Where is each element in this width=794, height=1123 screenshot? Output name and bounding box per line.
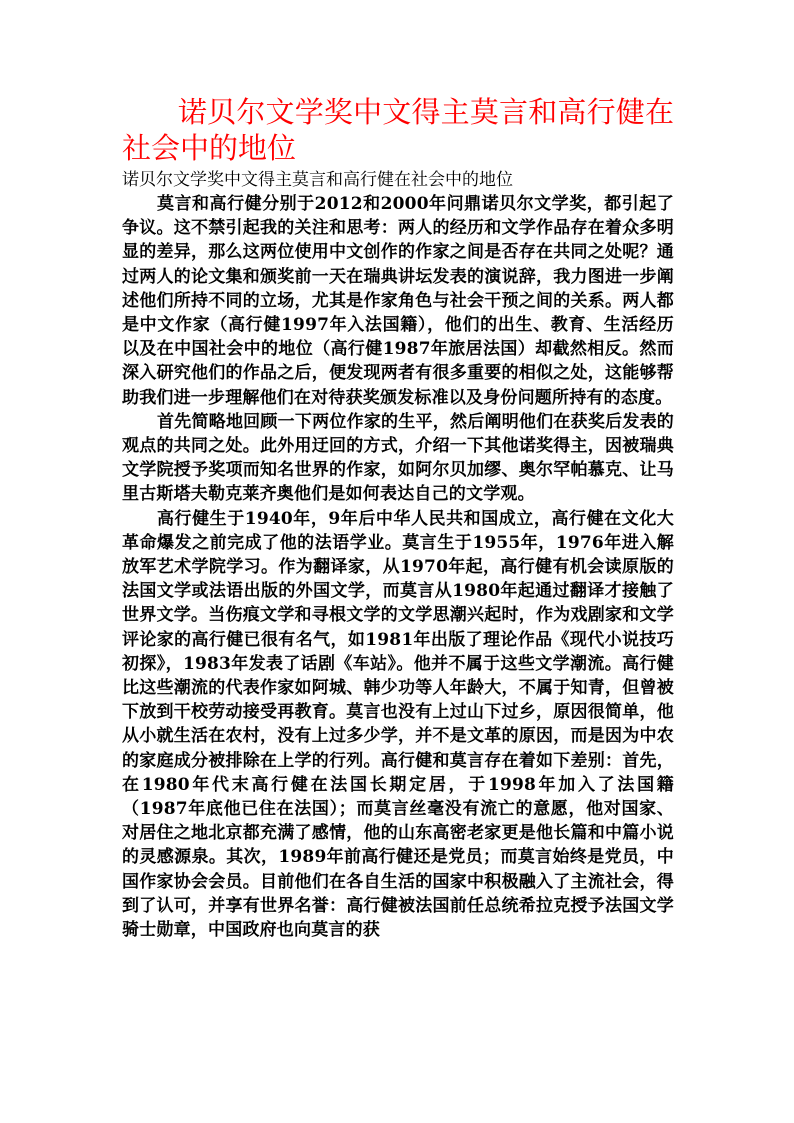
document-title: 诺贝尔文学奖中文得主莫言和高行健在社会中的地位: [122, 95, 674, 165]
paragraph-1: 莫言和高行健分别于2012和2000年问鼎诺贝尔文学奖，都引起了争议。这不禁引起我的关注和思考：两人的经历和文学作品存在着众多明显的差异，那么这两位使用中文创作的作家之间是否存在共同之处呢？通过两人的论文集和颁奖前一天在瑞典讲坛发表的演说辞，我力图进一步阐述他们所持不同的立场，尤其是作家角色与社会干预之间的关系。两人都是中文作家（高行健1997年入法国籍），他们的出生、教育、生活经历以及在中国社会中的地位（高行健1987年旅居法国）却截然相反。然而深入研究他们的作品之后，便发现两者有很多重要的相似之处，这能够帮助我们进一步理解他们在对待获奖颁发标准以及身份问题所持有的态度。: [122, 194, 674, 408]
paragraph-2: 首先简略地回顾一下两位作家的生平，然后阐明他们在获奖后发表的观点的共同之处。此外用迂回的方式，介绍一下其他诺奖得主，因被瑞典文学院授予奖项而知名世界的作家，如阿尔贝加缪、奥尔罕帕慕克、让马里古斯塔夫勒克莱齐奥他们是如何表达自己的文学观。: [122, 411, 674, 505]
document-subtitle: 诺贝尔文学奖中文得主莫言和高行健在社会中的地位: [122, 170, 513, 190]
paragraph-3: 高行健生于1940年，9年后中华人民共和国成立，高行健在文化大革命爆发之前完成了他的法语学业。莫言生于1955年，1976年进入解放军艺术学院学习。作为翻译家，从1970年起，高行健有机会读原版的法国文学或法语出版的外国文学，而莫言从1980年起通过翻译才接触了世界文学。当伤痕文学和寻根文学的文学思潮兴起时，作为戏剧家和文学评论家的高行健已很有名气，如1981年出版了理论作品《现代小说技巧初探》，1983年发表了话剧《车站》。他并不属于这些文学潮流。高行健比这些潮流的代表作家如阿城、韩少功等人年龄大，不属于知青，但曾被下放到干校劳动接受再教育。莫言也没有上过山下过乡，原因很简单，他从小就生活在农村，没有上过多少学，并不是文革的原因，而是因为中农的家庭成分被排除在上学的行列。高行健和莫言存在着如下差别：首先，在1980年代末高行健在法国长期定居，于1998年加入了法国籍（1987年底他已住在法国）；而莫言丝毫没有流亡的意愿，他对国家、对居住之地北京都充满了感情，他的山东高密老家更是他长篇和中篇小说的灵感源泉。其次，1989年前高行健还是党员；而莫言始终是党员，中国作家协会会员。目前他们在各自生活的国家中积极融入了主流社会，得到了认可，并享有世界名誉：高行健被法国前任总统希拉克授予法国文学骑士勋章，中国政府也向莫言的获: [122, 508, 674, 941]
document-page: [122, 94, 674, 942]
